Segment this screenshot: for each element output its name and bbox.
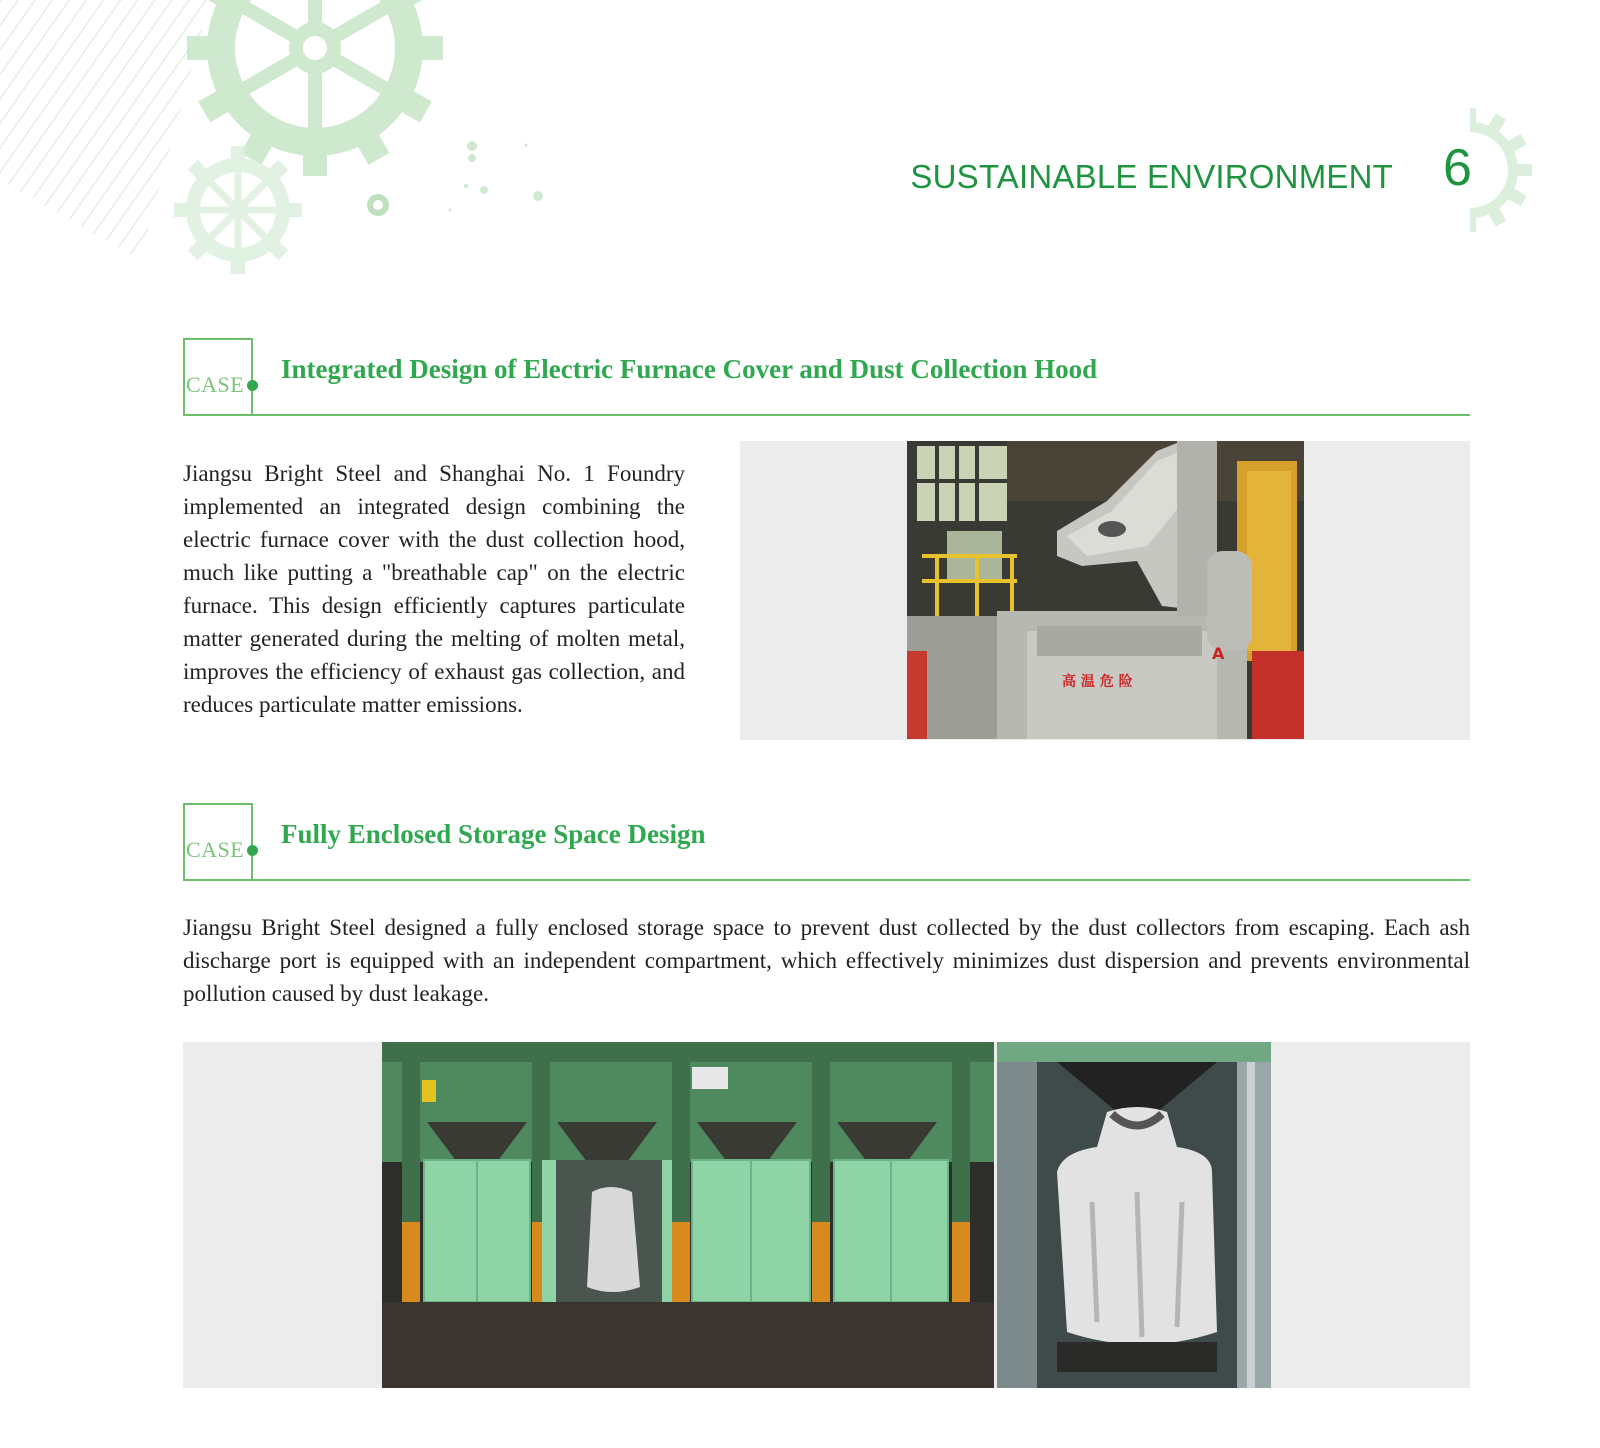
case-divider xyxy=(183,879,1470,881)
case-1-body: Jiangsu Bright Steel and Shanghai No. 1 Foundry implemented an integrated design combining the electric furnace cover with the dust collection hood, much like putting a "breathable cap" on the electric furnace. This design efficiently captures particulate matter generated during the melting of molten metal, improves the efficiency of exhaust gas collection, and reduces particulate matter emissions. xyxy=(183,461,685,717)
decorative-gears-graphic xyxy=(0,0,600,300)
case-label: CASE xyxy=(186,372,245,397)
decorative-dots xyxy=(449,141,544,212)
furnace-sign-letter: A xyxy=(1212,644,1225,663)
small-gear-icon xyxy=(174,146,302,274)
tiny-gear-icon xyxy=(367,194,389,216)
case-divider xyxy=(183,414,1470,416)
large-gear-icon xyxy=(187,0,443,176)
case-dot-icon xyxy=(247,380,258,391)
case-title: Integrated Design of Electric Furnace Cover and Dust Collection Hood xyxy=(281,354,1098,384)
section-number: 6 xyxy=(1443,139,1472,197)
case-header-2 xyxy=(183,803,1470,883)
furnace-photo xyxy=(907,441,1304,739)
dust-bag-photo xyxy=(997,1042,1271,1388)
furnace-photo-panel xyxy=(740,441,1470,740)
furnace-warning-sign: 高 温 危 险 xyxy=(1062,674,1133,690)
case-header-1 xyxy=(183,338,1470,418)
case-dot-icon xyxy=(247,845,258,856)
case-title: Fully Enclosed Storage Space Design xyxy=(281,819,706,849)
storage-photo-panel xyxy=(183,1042,1470,1388)
case-2-body: Jiangsu Bright Steel designed a fully enclosed storage space to prevent dust collected by the dust collectors from escaping. Each ash discharge port is equipped with an independent compartment, which effectively minimizes dust dispersion and prevents environmental pollution caused by dust leakage. xyxy=(183,915,1470,1006)
storage-compartments-photo xyxy=(382,1042,994,1388)
section-title: SUSTAINABLE ENVIRONMENT xyxy=(910,158,1393,195)
case-label: CASE xyxy=(186,837,245,862)
